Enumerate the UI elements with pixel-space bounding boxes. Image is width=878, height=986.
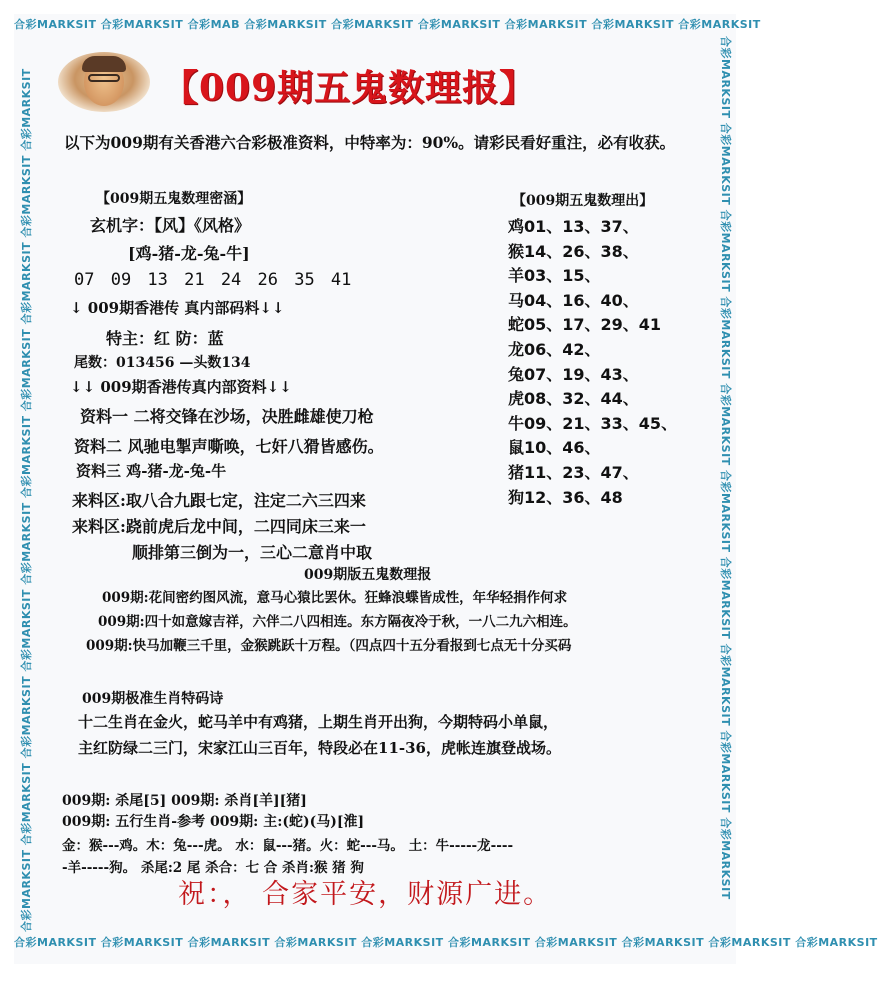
data-line-3: 资料三 鸡-猪-龙-兔-牛 bbox=[76, 462, 227, 480]
list-item: 虎08、32、44、 bbox=[508, 389, 639, 409]
hk-heading-2: ↓↓ 009期香港传真内部资料↓↓ bbox=[70, 378, 292, 396]
special-colors: 特主：红 防：蓝 bbox=[106, 329, 224, 348]
poem-line-1: 十二生肖在金火，蛇马羊中有鸡猪，上期生肖开出狗，今期特码小单鼠， bbox=[78, 713, 559, 731]
list-item: 鸡01、13、37、 bbox=[508, 217, 639, 236]
list-item: 兔07、19、43、 bbox=[508, 364, 639, 384]
data-line-1: 资料一 二将交锋在沙场，决胜雌雄使刀枪 bbox=[80, 407, 374, 426]
elements-line-1: 金：猴---鸡。木：兔---虎。 水：鼠---猪。火：蛇---马。 土：牛-----龙---- bbox=[62, 838, 514, 854]
page-title: 【009期五鬼数理报】 bbox=[162, 67, 537, 109]
border-top-watermark bbox=[14, 14, 761, 36]
list-item: 猴14、26、38、 bbox=[508, 241, 639, 261]
source-line-1: 来料区:取八合九跟七定，注定二六三四来 bbox=[72, 491, 366, 510]
list-item: 龙06、42、 bbox=[508, 339, 601, 359]
kill-line: 009期: 杀尾[5] 009期: 杀肖[羊][猪] bbox=[62, 793, 307, 809]
border-right-watermark bbox=[712, 36, 738, 932]
list-item: 猪11、23、47、 bbox=[508, 462, 639, 482]
poem-heading: 009期极准生肖特码诗 bbox=[82, 691, 224, 707]
numbers-heading: 【009期五鬼数理出】 bbox=[512, 193, 654, 209]
poem-line-2: 主红防绿二三门，宋家江山三百年，特段必在11-36，虎帐连旗登战场。 bbox=[78, 739, 561, 757]
tail-numbers: 尾数：013456 —头数134 bbox=[74, 355, 251, 371]
edition-line-3: 009期:快马加鞭三千里，金猴跳跃十万程。（四点四十五分看报到七点无十分买码 bbox=[86, 638, 572, 654]
list-item: 羊03、15、 bbox=[508, 266, 601, 286]
border-bottom-text: 合彩MARKSIT 合彩MARKSIT 合彩MARKSIT 合彩MARKSIT 合彩MARKSIT 合彩MARKSIT 合彩MARKSIT 合彩MARKSIT 合彩MARKSIT 合彩MARKSIT bbox=[14, 936, 878, 949]
border-right-text: 合彩MARKSIT 合彩MARKSIT 合彩MARKSIT 合彩MARKSIT 合彩MARKSIT 合彩MARKSIT 合彩MARKSIT 合彩MARKSIT 合彩MARKSIT 合彩MARKSIT bbox=[719, 36, 732, 900]
wuxing-line: 009期: 五行生肖-参考 009期: 主:(蛇)(马)[淮] bbox=[62, 814, 365, 830]
border-top-text: 合彩MARKSIT 合彩MARKSIT 合彩MAB 合彩MARKSIT 合彩MARKSIT 合彩MARKSIT 合彩MARKSIT 合彩MARKSIT 合彩MARKSIT bbox=[14, 18, 761, 31]
avatar-glasses bbox=[88, 74, 120, 82]
source-line-2: 来料区:跷前虎后龙中间，二四同床三来一 bbox=[72, 517, 366, 536]
lucky-numbers: 07 09 13 21 24 26 35 41 bbox=[74, 270, 352, 290]
zodiac-group: [鸡-猪-龙-兔-牛] bbox=[128, 244, 250, 263]
edition-line-2: 009期:四十如意嫁吉祥，六伴二八四相连。东方隔夜冷于秋，一八二九六相连。 bbox=[98, 614, 577, 630]
border-left-watermark bbox=[14, 36, 40, 932]
data-line-2: 资料二 风驰电掣声嘶唤，七奸八猾皆感伤。 bbox=[74, 437, 384, 456]
blessing: 祝：， 合家平安，财源广进。 bbox=[178, 879, 553, 910]
hk-heading: ↓ 009期香港传 真内部码料↓↓ bbox=[70, 299, 285, 317]
intro-text: 以下为009期有关香港六合彩极准资料，中特率为：90%。请彩民看好重注，必有收获。 bbox=[64, 133, 676, 152]
avatar bbox=[58, 52, 150, 112]
border-bottom-watermark bbox=[14, 932, 878, 954]
secret-heading: 【009期五鬼数理密涵】 bbox=[96, 191, 252, 207]
list-item: 牛09、21、33、45、 bbox=[508, 413, 678, 433]
list-item: 马04、16、40、 bbox=[508, 290, 639, 310]
list-item: 狗12、36、48 bbox=[508, 487, 623, 507]
edition-line-1: 009期:花间密约图风流，意马心猿比罢休。狂蜂浪蝶皆成性，年华轻捐作何求 bbox=[102, 590, 568, 606]
border-left-text: 合彩MARKSIT 合彩MARKSIT 合彩MARKSIT 合彩MARKSIT 合彩MARKSIT 合彩MARKSIT 合彩MARKSIT 合彩MARKSIT 合彩MARKSIT 合彩MARKSIT bbox=[20, 68, 33, 932]
zodiac-number-list bbox=[508, 215, 677, 510]
edition-heading: 009期版五鬼数理报 bbox=[304, 567, 432, 583]
elements-line-2: -羊-----狗。 杀尾:2 尾 杀合：七 合 杀肖:猴 猪 狗 bbox=[62, 860, 364, 876]
source-line-3: 顺排第三倒为一，三心二意肖中取 bbox=[132, 543, 373, 562]
xuanji-line: 玄机字：【风】《风格》 bbox=[90, 216, 251, 235]
avatar-hair bbox=[82, 56, 126, 72]
list-item: 鼠10、46、 bbox=[508, 438, 601, 458]
list-item: 蛇05、17、29、41 bbox=[508, 315, 662, 335]
